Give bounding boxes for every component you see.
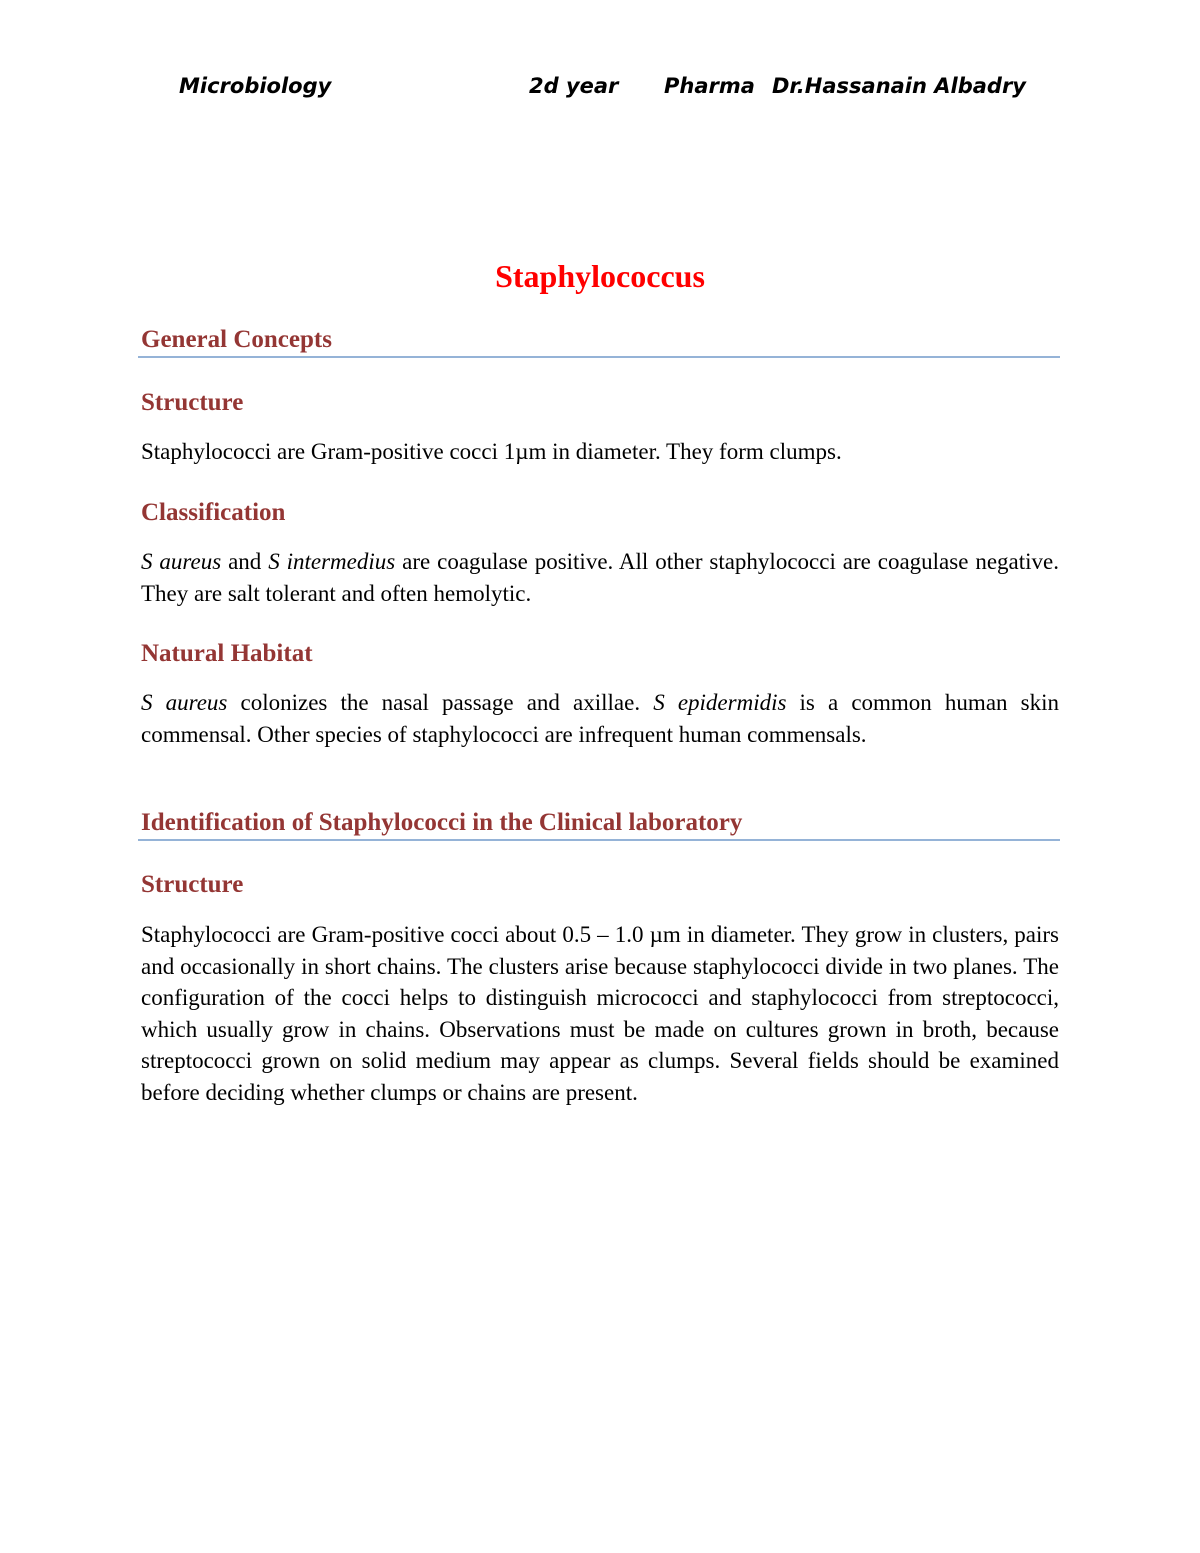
species-name: S aureus	[141, 690, 228, 715]
paragraph-classification	[141, 546, 1059, 609]
paragraph-natural-habitat	[141, 687, 1059, 750]
subheading-classification: Classification	[141, 499, 286, 526]
subheading-structure: Structure	[141, 871, 244, 898]
section-rule	[138, 839, 1060, 841]
species-name: S intermedius	[268, 549, 396, 574]
section-heading-general-concepts: General Concepts	[141, 326, 332, 353]
paragraph-text: are coagulase positive. All other staphylococci are coagulase negative. They are salt tolerant and often hemolytic.	[141, 549, 1059, 606]
section-rule	[138, 356, 1060, 358]
species-name: S epidermidis	[653, 690, 787, 715]
paragraph-text: is a common human skin commensal. Other species of staphylococci are infrequent human commensals.	[141, 690, 1059, 747]
subheading-natural-habitat: Natural Habitat	[141, 640, 313, 667]
conjunction: and	[221, 549, 269, 574]
paragraph-text: colonizes the nasal passage and axillae.	[227, 690, 654, 715]
header-subject: Microbiology	[179, 74, 332, 98]
header-program: Pharma	[664, 74, 755, 98]
header-year: 2d year	[529, 74, 619, 98]
document-title: Staphylococcus	[495, 258, 705, 294]
header-author: Dr.Hassanain Albadry	[772, 74, 1026, 98]
section-heading-identification: Identification of Staphylococci in the Clinical laboratory	[141, 809, 743, 836]
species-name: S aureus	[141, 549, 222, 574]
page-header	[0, 74, 1200, 106]
paragraph-structure: Staphylococci are Gram-positive cocci 1µm in diameter. They form clumps.	[141, 439, 842, 464]
paragraph-identification-structure: Staphylococci are Gram-positive cocci about 0.5 – 1.0 µm in diameter. They grow in clusters, pairs and occasionally in short chains. The clusters arise because staphylococci divide in two planes. The configuration of the cocci helps to distinguish micrococci and staphylococci from streptococci, which usually grow in chains. Observations must be made on cultures grown in broth, because streptococci grown on solid medium may appear as clumps. Several fields should be examined before deciding whether clumps or chains are present.	[141, 922, 1059, 1105]
subheading-structure: Structure	[141, 389, 244, 416]
